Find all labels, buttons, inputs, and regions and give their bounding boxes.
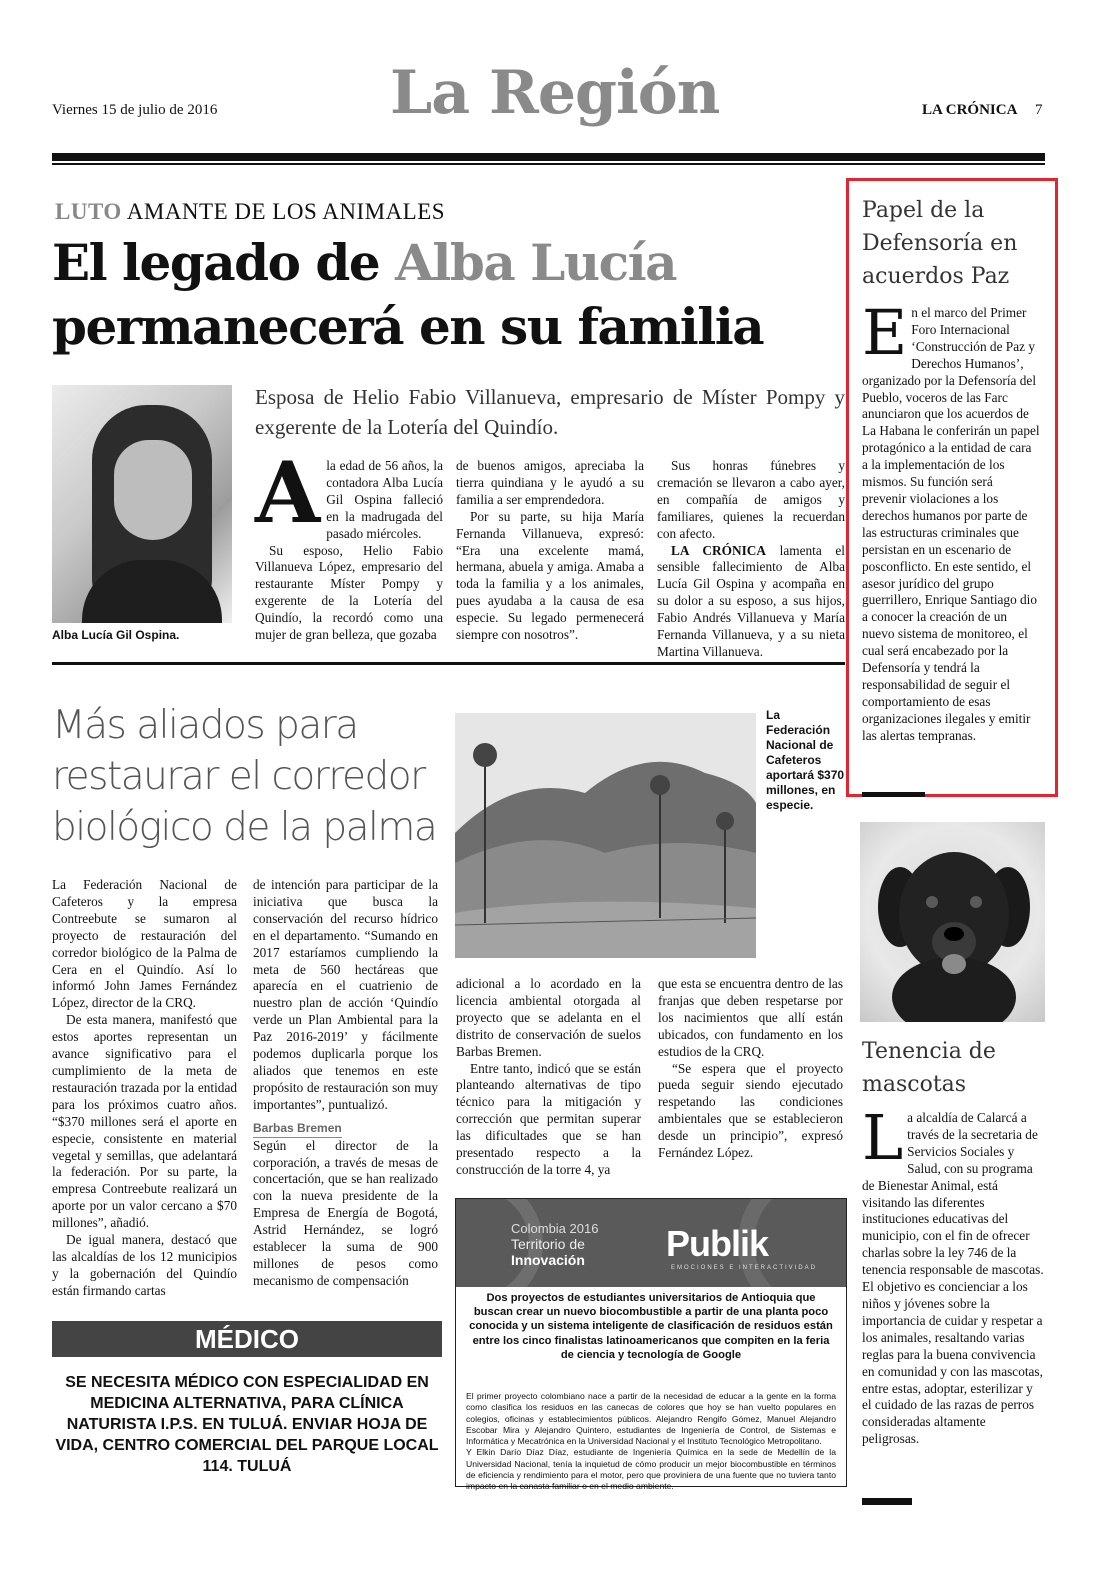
landscape-photo [455, 713, 756, 958]
newspaper-name: LA CRÓNICA [922, 102, 1018, 118]
classified-ad-body: SE NECESITA MÉDICO CON ESPECIALIDAD EN MEDICINA ALTERNATIVA, PARA CLÍNICA NATURISTA I.P.S. EN TULUÁ. ENVIAR HOJA DE VIDA, CENTRO COMERCIAL DEL PARQUE LOCAL 114. TULUÁ [55, 1374, 439, 1475]
photo-caption-palma: La Federación Nacional de Cafeteros aportará $370 millones, en especie. [766, 708, 845, 812]
publik-text: El primer proyecto colombiano nace a partir de la necesidad de educar a la gente en la forma como clasifica los residuos en las canecas de colores que hoy se han vuelto populares en colegios, oficinas y establecimientos públicos. Alejandro Rengifo Gómez, Manuel Alejandro Escobar Mira y Alejandro Quintero, estudiantes de Ingeniería de Control, de Sistemas e Informática y Mecatrónica en la Universidad Nacional y el Instituto Tecnológico Metropolitano. Y Elkin Darío Díaz Díaz, estudiante de Ingeniería Química en la sede de Medellín de la Universidad Nacional, tenía la inquietud de cómo producir un mejor biocombustible en términos de eficiencia y rendimiento para el motor, pero que proviniera de una fuente que no tuviera tanto impacto en la canasta familiar o en el medio ambiente. [466, 1391, 836, 1492]
story-headline: El legado de Alba Lucía permanecerá en su familia [52, 233, 764, 356]
classified-ad-title: MÉDICO [52, 1321, 442, 1357]
publik-lead: Dos proyectos de estudiantes universitarios de Antioquia que buscan crear un nuevo biocombustible a partir de una planta poco conocida y un sistema inteligente de clasificación de residuos están entre los cinco finalistas latinoamericanos que compiten en la feria de ciencia y tecnología de Google [469, 1292, 833, 1361]
mascotas-title: Tenencia de mascotas [862, 1039, 996, 1097]
header-rule [52, 153, 1045, 161]
header-rule-thin [52, 163, 1045, 165]
section-title: La Región [390, 58, 720, 128]
sidebar-text: E n el marco del Primer Foro Internacional ‘Construcción de Paz y Derechos Humanos’, organizado por la Defensoría del Pueblo, voceros de las Farc anunciaron que los acuerdos de La Habana le conferirán un papel protagónico a la entidad de cara a la implementación de los mismos. Su función será prevenir violaciones a los derechos humanos por parte de las estructuras criminales que persistan en un escenario de posconflicto. En este sentido, el asesor jurídico del grupo guerrillero, Enrique Santiago dio a conocer la creación de un nuevo sistema de monitoreo, el cual será encabezado por la Defensoría y tendrá la responsabilidad de seguir el comportamiento de esas organizaciones ilegales y emitir las alertas tempranas. [862, 296, 1040, 743]
subhead-barbas-bremen: Barbas Bremen [253, 1120, 342, 1138]
drop-cap: E [862, 296, 908, 369]
publik-box [455, 1198, 847, 1492]
palma-column-3: adicional a lo acordado en la licencia ambiental otorgada al proyecto que se adelanta en el distrito de conservación de suelos Barbas Bremen. Entre tanto, indicó que se están planteando alternativas de tipo técnico para la mitigación y corrección que permitan superar las dificultades que se han presentado respecto a la construcción de la torre 4, ya [456, 976, 641, 1177]
sidebar-rule [862, 792, 925, 797]
story-column-2: de buenos amigos, apreciaba la tierra quindiana y le ayudó a su familia a ser emprendedora. Por su parte, su hija María Fernanda Villanueva, expresó: “Era una excelente mamá, hermana, abuela y amiga. Amaba a toda la familia y a los animales, pues ayudaba a la causa de esa especie. Su legado permenecerá siempre con nosotros”. [456, 458, 644, 643]
mascotas-text: L a alcaldía de Calarcá a través de la secretaria de Servicios Sociales y Salud, con su programa de Bienestar Animal, está visitando las diferentes instituciones educativas del municipio, con el fin de ofrecer charlas sobre la ley 746 de la tenencia responsable de mascotas. El objetivo es concienciar a los niños y jóvenes sobre la importancia de cuidar y respetar a los animales, resaltando varias reglas para la buena convivencia en comunidad y con las mascotas, entre estas, adoptar, esterilizar y el cuidado de las razas de perros consideradas altamente peligrosas. [862, 1101, 1044, 1447]
story-column-1: A la edad de 56 años, la contadora Alba Lucía Gil Ospina falleció en la madrugada del pasado miércoles. Su esposo, Helio Fabio Villanueva López, empresario del restaurante Míster Pompy y exgerente de la Lotería del Quindío, la recordó como una mujer de gran belleza, que gozaba [255, 443, 443, 643]
story-column-3: Sus honras fúnebres y cremación se llevaron a cabo ayer, en compañía de amigos y familiares, quienes la recuerdan con afecto. LA CRÓNICA lamenta el sensible fallecimiento de Alba Lucía Gil Ospina y acompaña en su dolor a su esposo, a sus hijos, Fabio Andrés Villanueva y María Fernanda Villanueva, y a su nieta Martina Villanueva. [657, 458, 845, 659]
story-headline-palma: Más aliados para restaurar el corredor biológico de la palma [52, 703, 437, 850]
portrait-photo [52, 385, 232, 623]
palma-column-4: que esta se encuentra dentro de las franjas que deben respetarse por los nacimientos que allí están ubicados, con fundamento en los estudios de la CRQ. “Se espera que el proyecto pueda seguir siendo ejecutado respetando las condiciones ambientales que se establecieron desde un principio”, expresó Fernández López. [658, 976, 843, 1161]
drop-cap: A [255, 443, 321, 542]
edition-date: Viernes 15 de julio de 2016 [52, 102, 218, 118]
drop-cap: L [862, 1101, 904, 1174]
photo-caption: Alba Lucía Gil Ospina. [52, 628, 180, 642]
story-deck: Esposa de Helio Fabio Villanueva, empresario de Míster Pompy y exgerente de la Lotería del Quindío. [255, 385, 845, 439]
palma-column-2: de intención para participar de la iniciativa que busca la conservación del recurso hídrico en el departamento. “Sumando en 2017 estaríamos cumpliendo la meta de 560 hectáreas que aparecía en el cuatrienio de nuestro plan de acción ‘Quindío verde un Plan Ambiental para la Paz 2016-2019’ y fácilmente podemos duplicarla porque los aliados que tenemos en este propósito de restauración son muy importantes”, puntualizó. Barbas Bremen Según el director de la corporación, a través de mesas de concertación, que se han realizado con la nueva presidente de la Empresa de Energía de Bogotá, Astrid Hernández, se logró establecer la suma de 900 millones de pesos como mecanismo de compensación [253, 877, 438, 1288]
publik-logo: Publik [666, 1223, 769, 1264]
section-divider [52, 662, 845, 665]
page-number: 7 [1035, 102, 1043, 118]
dog-photo [860, 822, 1045, 1022]
end-rule [862, 1498, 912, 1505]
sidebar-title: Papel de la Defensoría en acuerdos Paz [862, 198, 1018, 289]
publik-banner: Colombia 2016 Territorio de Innovación Publik EMOCIONES E INTERACTIVIDAD [456, 1199, 846, 1287]
palma-column-1: La Federación Nacional de Cafeteros y la empresa Contreebute se sumaron al proyecto de restauración del corredor biológico de la Palma de Cera en el Quindío. Así lo informó John James Fernández López, director de la CRQ. De esta manera, manifestó que estos aportes representan un avance significativo para el cumplimiento de la meta de restauración trazada por la entidad para los próximos cuatro años. “$370 millones será el aporte en especie, consistente en material vegetal y semillas, que adelantará la federación. Por su parte, la empresa Contreebute realizará un aporte por un valor cercano a $70 millones”, añadió. De igual manera, destacó que las alcaldías de los 12 municipios y la gobernación del Quindío están firmando cartas [52, 877, 237, 1298]
story-kicker: LUTO AMANTE DE LOS ANIMALES [55, 199, 446, 224]
